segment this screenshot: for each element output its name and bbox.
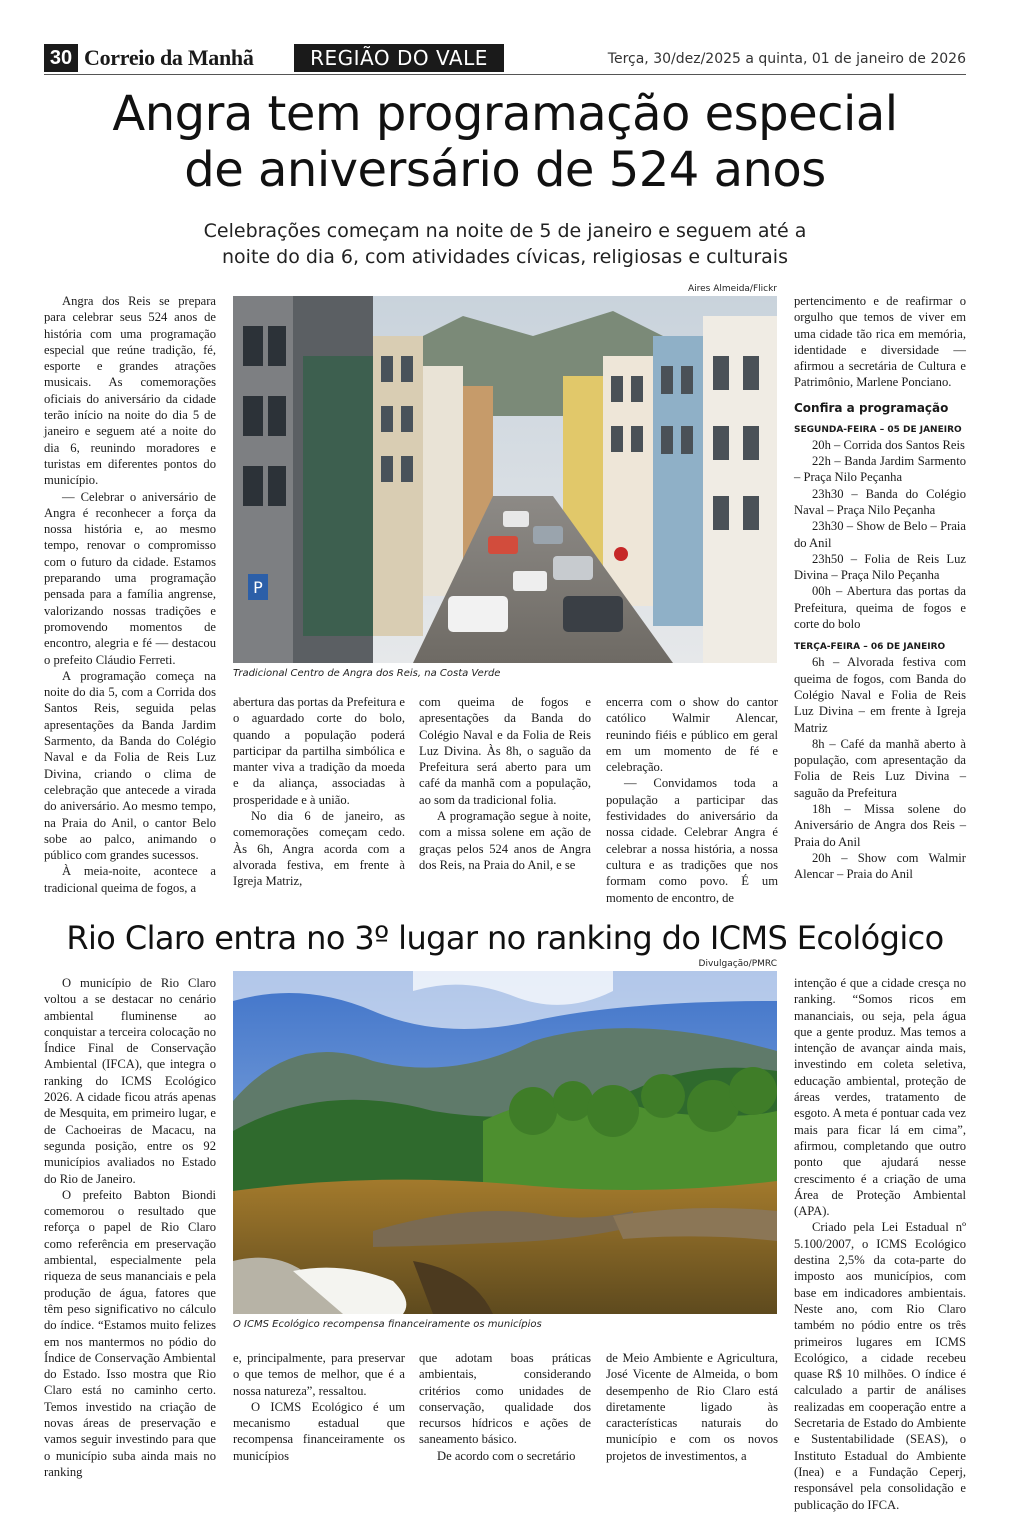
program-day-2-title: TERÇA-FEIRA – 06 DE JANEIRO: [794, 642, 946, 653]
paragraph: O prefeito Babton Biondi comemorou o resultado que reforça o papel de Rio Claro como referência em preservação ambiental, especialmente pela riqueza de seus mananciais e pela produção de água, fatores que têm peso significativo no cálculo do índice. “Estamos muito felizes em nos mantermos no pódio do Índice de Conservação Ambiental do Estado. Isso mostra que Rio Claro está no caminho certo. Temos investido na criação de novas áreas de preservação e vamos seguir investindo para que o município suba ainda mais no ranking: [44, 1187, 216, 1479]
article1-subhead-line1: Celebrações começam na noite de 5 de janeiro e seguem até a: [203, 220, 807, 242]
paragraph: — Convidamos toda a população a participar das festividades do aniversário da nossa cidade. Celebrar Angra é celebrar a nossa história, a nossa cultura e as tradições que nos formam como povo. É um momento de encontro, de: [606, 776, 778, 905]
program-item: 8h – Café da manhã aberto à população, com apresentação da Folia de Reis Luz Divina – saguão da Prefeitura: [794, 736, 966, 800]
program-item: 00h – Abertura das portas da Prefeitura, queima de fogos e corte do bolo: [794, 584, 966, 632]
program-title: Confira a programação: [794, 400, 949, 415]
article1-subheadline: [110, 218, 900, 270]
article2-column-3: [419, 1350, 591, 1463]
article1-headline: [20, 86, 990, 198]
paragraph: À meia-noite, acontece a tradicional queima de fogos, a: [44, 864, 216, 895]
program-item: 23h50 – Folia de Reis Luz Divina – Praça Nilo Peçanha: [794, 551, 966, 583]
paragraph: — Celebrar o aniversário de Angra é reconhecer a força da nossa história e, ao mesmo tempo, renovar o compromisso com o futuro da cidade. Estamos preparando uma programação pensada para a família angrense, valorizando nossas tradições e promovendo momentos de encontro, alegria e fé — destacou o prefeito Cláudio Ferreti.: [44, 489, 216, 667]
paragraph: encerra com o show do cantor católico Walmir Alencar, reunindo fiéis e público em geral em um momento de fé e celebração.: [606, 695, 778, 775]
paragraph: com queima de fogos e apresentações da Banda do Colégio Naval e da Folia de Reis Luz Divina. Às 8h, o saguão da Prefeitura será aberto para um café da manhã com a população, ao som da tradicional folia.: [419, 695, 591, 807]
article1-headline-line1: Angra tem programação especial: [112, 86, 898, 142]
program-item: 20h – Corrida dos Santos Reis: [812, 437, 965, 452]
newspaper-name: Correio da Manhã: [84, 45, 254, 70]
paragraph: No dia 6 de janeiro, as comemorações começam cedo. Às 6h, Angra acorda com a alvorada festiva, em frente à Igreja Matriz,: [233, 809, 405, 889]
paragraph: que adotam boas práticas ambientais, considerando critérios como unidades de conservação, qualidade dos recursos hídricos e ações de saneamento básico.: [419, 1351, 591, 1447]
paragraph: A programação segue à noite, com a missa solene em ação de graças pelos 524 anos de Angra dos Reis, na Praia do Anil, e se: [419, 809, 591, 872]
article2-column-1: [44, 975, 216, 1479]
street-photo-illustration: [233, 296, 777, 663]
paragraph: O município de Rio Claro voltou a se destacar no cenário ambiental fluminense ao conquistar a terceira colocação no Índice Final de Conservação Ambiental (IFCA), que integra o ranking do ICMS Ecológico 2026. A cidade ficou atrás apenas de Mesquita, em primeiro lugar, e de Cachoeiras de Macacu, na segunda posição, entre os 92 municípios avaliados no Estado do Rio de Janeiro.: [44, 976, 216, 1186]
article1-headline-line2: de aniversário de 524 anos: [184, 142, 826, 198]
program-day-1-title: SEGUNDA-FEIRA – 05 DE JANEIRO: [794, 424, 962, 435]
street-photo: [233, 296, 777, 663]
paragraph: Angra dos Reis se prepara para celebrar seus 524 anos de história com uma programação especial que reúne tradição, fé, esporte e grandes atrações musicais. As comemorações oficiais do aniversário da cidade terão início na noite do dia 5 de janeiro e seguem até a noite do dia 6, reunindo moradores e turistas em diferentes pontos do município.: [44, 294, 216, 488]
paragraph: A programação começa na noite do dia 5, com a Corrida dos Santos Reis, seguida pelas apresentações da Banda Jardim Sarmento, da Banda do Colégio Naval e da Folia de Reis Luz Divina, criando o clima de celebração que antecede a virada do aniversário. Ao mesmo tempo, na Praia do Anil, o cantor Belo sobe ao palco, animando o público com grandes sucessos.: [44, 668, 216, 863]
article2-column-5: [794, 975, 966, 1512]
program-item: 22h – Banda Jardim Sarmento – Praça Nilo Peçanha: [794, 454, 966, 485]
section-label: REGIÃO DO VALE: [294, 44, 504, 72]
photo-caption: Tradicional Centro de Angra dos Reis, na Costa Verde: [233, 668, 501, 679]
paragraph: pertencimento e de reafirmar o orgulho que temos de viver em uma cidade tão rica em memória, identidade e diversidade — afirmou a secretária de Cultura e Patrimônio, Marlene Ponciano.: [794, 294, 966, 390]
article2-headline: Rio Claro entra no 3º lugar no ranking do ICMS Ecológico: [66, 919, 944, 957]
photo-credit: Divulgação/PMRC: [698, 959, 777, 969]
page-number: 30: [44, 44, 78, 72]
photo-caption: O ICMS Ecológico recompensa financeiramente os municípios: [233, 1319, 542, 1330]
article1-column-2: [233, 694, 405, 889]
article1-subhead-line2: noite do dia 6, com atividades cívicas, religiosas e culturais: [222, 246, 788, 268]
river-photo: [233, 971, 777, 1314]
article1-column-1: [44, 293, 216, 895]
photo-credit: Aires Almeida/Flickr: [687, 284, 777, 294]
program-item: 20h – Show com Walmir Alencar – Praia do Anil: [794, 850, 966, 882]
paragraph: de Meio Ambiente e Agricultura, José Vicente de Almeida, o bom desempenho de Rio Claro está diretamente ligado às características naturais do município e com os novos projetos de investimentos, a: [606, 1351, 778, 1463]
article1-column-5: [794, 293, 966, 883]
program-item: 23h30 – Show de Belo – Praia do Anil: [794, 519, 966, 550]
edition-date: Terça, 30/dez/2025 a quinta, 01 de janeiro de 2026: [607, 51, 966, 67]
paragraph: O ICMS Ecológico é um mecanismo estadual que recompensa financeiramente os municípios: [233, 1399, 405, 1463]
paragraph: De acordo com o secretário: [437, 1448, 576, 1463]
program-item: 6h – Alvorada festiva com queima de fogos, com Banda do Colégio Naval e Folia de Reis Luz Divina – em frente à Igreja Matriz: [794, 655, 966, 735]
svg-text:P: P: [253, 578, 263, 597]
paragraph: Criado pela Lei Estadual nº 5.100/2007, o ICMS Ecológico destina 2,5% da cota-parte do imposto aos municípios, com base em indicadores ambientais. Neste ano, com Rio Claro também no pódio entre os três primeiros lugares em ICMS Ecológico, a cidade recebeu quase R$ 10 milhões. O índice é calculado a partir de análises realizadas em cooperação entre a Secretaria de Estado do Ambiente e Sustentabilidade (SEAS), o Instituto Estadual do Ambiente (Inea) e a Fundação Ceperj, responsável pela consolidação e publicação do IFCA.: [794, 1220, 966, 1512]
header-rule: [44, 74, 966, 75]
article1-column-4: [606, 694, 778, 905]
article2-column-2: [233, 1350, 405, 1463]
river-photo-illustration: [233, 971, 777, 1314]
paragraph: intenção é que a cidade cresça no ranking. “Somos ricos em mananciais, ou seja, pela água que a gente produz. Mas temos a intenção de avançar ainda mais, investindo em coleta seletiva, educação ambiental, proteção de áreas verdes, tratamento de esgoto. A meta é pontuar cada vez mais para ficar lá em cima”, afirmou, completando que outro ponto que ajudará nesse crescimento é a criação de uma Área de Proteção Ambiental (APA).: [794, 976, 966, 1219]
paragraph: e, principalmente, para preservar o que temos de melhor, que é a nossa natureza”, ressaltou.: [233, 1351, 405, 1398]
paragraph: abertura das portas da Prefeitura e o aguardado corte do bolo, quando a população poderá participar da partilha simbólica e manter viva a tradição da moeda e da aliança, associadas à prosperidade e à união.: [233, 695, 405, 807]
article2-column-4: [606, 1350, 778, 1463]
program-item: 23h30 – Banda do Colégio Naval – Praça Nilo Peçanha: [794, 486, 966, 517]
article1-column-3: [419, 694, 591, 884]
program-item: 18h – Missa solene do Aniversário de Angra dos Reis – Praia do Anil: [794, 802, 966, 849]
